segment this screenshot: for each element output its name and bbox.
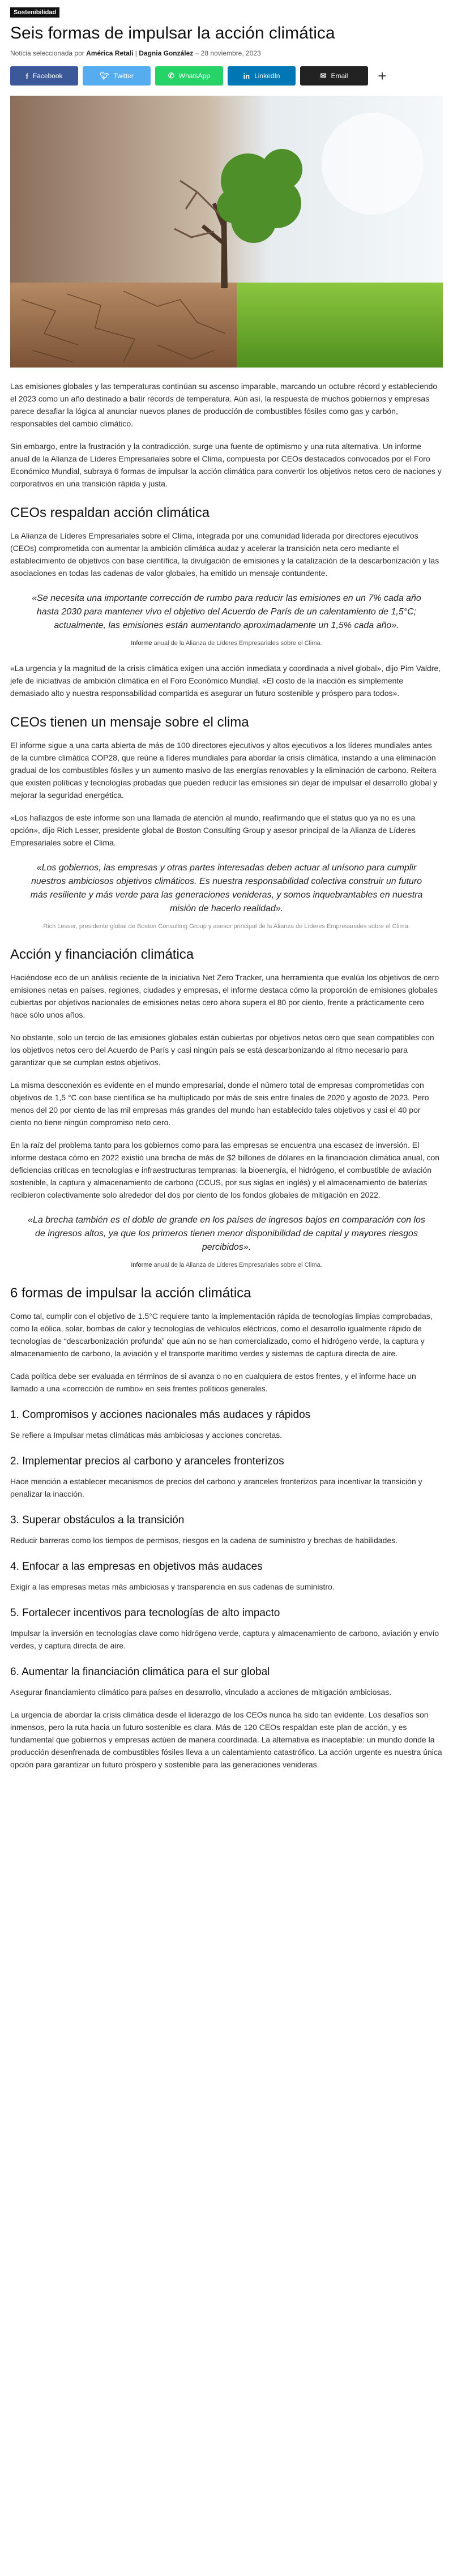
byline-author[interactable]: América Retali — [86, 49, 134, 57]
section-heading-ceos-mensaje: CEOs tienen un mensaje sobre el clima — [10, 715, 249, 730]
s3-paragraph-2: No obstante, solo un tercio de las emisiones globales están cubiertas por objetivos netos cero que sean compatibles con los objetivos netos cero del Acuerdo de París y casi ningún país se está descarbonizando al ritmo necesario para garantizar que se cumplan estos objetivos. — [10, 1033, 434, 1067]
item-text-2: Hace mención a establecer mecanismos de precios del carbono y aranceles fronterizos para incentivar la transición y penalizar la inacción. — [10, 1477, 422, 1498]
s2-paragraph-1: El informe sigue a una carta abierta de más de 100 directores ejecutivos y altos ejecutivos a los líderes mundiales antes de la cumbre climática COP28, que reúne a líderes mundiales para abordar la crisis climática, instando a una eliminación gradual de los combustibles fósiles y un aumento masivo de las energías renovables y la eliminación de carbono. Reitera que existen políticas y tecnologías probadas que pueden reducir las emisiones sin dejar de impulsar el desarrollo global y mejorar la seguridad energética. — [10, 741, 438, 800]
item-heading-3: 3. Superar obstáculos a la transición — [10, 1514, 185, 1526]
s1-pull-quote: «Se necesita una importante corrección de rumbo para reducir las emisiones en un 7% cada año hasta 2030 para mantener vivo el objetivo del Acuerdo de París de un calentamiento de 1,5°C; actualmente, las emisiones están aumentando aproximadamente un 1,5% cada año». — [32, 593, 421, 630]
byline: Noticia seleccionada por América Retali | Dagnia González – 28 noviembre, 2023 — [10, 49, 261, 57]
s3-cite-link[interactable]: Informe — [131, 1262, 152, 1268]
intro-paragraph-1: Las emisiones globales y las temperaturas continúan su ascenso imparable, marcando un octubre récord y estableciendo el 2023 como un año destinado a batir récords de temperatura. Aún así, la respuesta de muchos gobiernos y empresas parece desafiar la lógica al anunciar nuevos planes de producción de combustibles fósiles como gas y carbón, responsables del cambio climático. — [10, 382, 438, 428]
item-text-4: Exigir a las empresas metas más ambiciosas y transparencia en sus cadenas de suministro. — [10, 1582, 335, 1591]
item-text-1: Se refiere a Impulsar metas climáticas más ambiciosas y acciones concretas. — [10, 1430, 283, 1439]
share-email-button[interactable] — [300, 66, 368, 86]
share-whatsapp-button[interactable] — [155, 66, 223, 86]
article-title: Seis formas de impulsar la acción climática — [10, 24, 335, 42]
share-twitter-label: Twitter — [113, 72, 134, 80]
item-heading-5: 5. Fortalecer incentivos para tecnologías de alto impacto — [10, 1607, 280, 1619]
item-heading-1: 1. Compromisos y acciones nacionales más audaces y rápidos — [10, 1409, 311, 1421]
s3-paragraph-4: En la raíz del problema tanto para los gobiernos como para las empresas se encuentra una escasez de inversión. El informe destaca cómo en 2022 existió una brecha de más de $2 billones de dólares en la financiación climática anual, con deficiencias críticas en tecnologías e infraestructuras tempranas: la bioenergía, el hidrógeno, el combustible de aviación sostenible, la captura y almacenamiento de carbono (CCUS, por sus siglas en inglés) y el almacenamiento de baterías recibieron colectivamente solo alrededor del dos por ciento de los fondos globales de mitigación en 2022. — [10, 1140, 440, 1199]
linkedin-icon: in — [243, 71, 250, 80]
s1-cite-link[interactable]: Informe — [131, 640, 152, 647]
s2-pull-quote: «Los gobiernos, las empresas y otras partes interesadas deben actuar al unísono para cumplir nuestros ambiciosos objetivos climáticos. Es nuestra responsabilidad colectiva construir un futuro más resiliente y más verde para las generaciones venideras, y somos inquebrantables en nuestra misión de hacerlo realidad». — [30, 863, 423, 913]
share-twitter-button[interactable] — [83, 66, 151, 86]
section-heading-ceos-respaldan: CEOs respaldan acción climática — [10, 505, 210, 520]
s1-quote-citation — [10, 638, 443, 648]
s1-paragraph-1: La Alianza de Líderes Empresariales sobre el Clima, integrada por una comunidad liderada por directores ejecutivos (CEOs) comprometida con aumentar la ambición climática audaz y acelerar la transición neta cero mediante el establecimiento de objetivos con base científica, la divulgación de emisiones y la catalización de la descarbonización y las asociaciones en todas las cadenas de valor globales, ha emitido un mensaje contundente. — [10, 531, 439, 578]
byline-prefix: Noticia seleccionada por — [10, 49, 84, 57]
s1-paragraph-2: «La urgencia y la magnitud de la crisis climática exigen una acción inmediata y coordinada a nivel global», dijo Pim Valdre, jefe de iniciativas de ambición climática en el Foro Económico Mundial. «El costo de la inacción es simplemente demasiado alto y nuestra responsabilidad compartida es asegurar un futuro sostenible y próspero para todos». — [10, 664, 441, 698]
item-text-3: Reducir barreras como los tiempos de permisos, riesgos en la cadena de suministro y brechas de habilidades. — [10, 1536, 398, 1545]
share-bar — [10, 66, 443, 86]
s1-cite-rest: anual de la Alianza de Líderes Empresariales sobre el Clima. — [153, 640, 322, 647]
email-icon: ✉ — [320, 71, 327, 80]
share-linkedin-button[interactable] — [228, 66, 296, 86]
share-more-icon[interactable]: + — [378, 67, 387, 84]
item-text-6: Asegurar financiamiento climático para países en desarrollo, vinculado a acciones de mitigación ambiciosas. — [10, 1688, 392, 1697]
share-facebook-button[interactable] — [10, 66, 78, 86]
item-text-5: Impulsar la inversión en tecnologías clave como hidrógeno verde, captura y almacenamiento de carbono, aviación y envío verdes, y captura directa de aire. — [10, 1629, 439, 1650]
twitter-icon: 🐦︎ — [100, 71, 109, 80]
s4-paragraph-2: Cada política debe ser evaluada en términos de si avanza o no en cualquiera de estos frentes, y el informe hace un llamado a una «corrección de rumbo» en seis frentes políticos generales. — [10, 1372, 416, 1393]
article — [10, 0, 443, 1804]
facebook-icon: f — [25, 71, 28, 80]
closing-paragraph: La urgencia de abordar la crisis climática desde el liderazgo de los CEOs nunca ha sido tan evidente. Los desafíos son inmensos, pero la ruta hacia un futuro sostenible es clara. Más de 120 CEOs respaldan este plan de acción, y es fundamental que gobiernos y empresas actúen de manera coordinada. La alternativa es inaceptable: un mundo donde la producción desenfrenada de combustibles fósiles lleva a un calentamiento catastrófico. La acción urgente es nuestra única opción para garantizar un futuro próspero y sostenible para las generaciones venideras. — [10, 1710, 442, 1769]
share-linkedin-label: LinkedIn — [254, 72, 280, 80]
intro-paragraph-2: Sin embargo, entre la frustración y la contradicción, surge una fuente de optimismo y una ruta alternativa. Un informe anual de la Alianza de Líderes Empresariales sobre el Clima, compuesta por CEOs destacados convocados por el Foro Económico Mundial, subraya 6 formas de impulsar la acción climática para convertir los objetivos netos cero de naciones y corporativos en una transición rápida y justa. — [10, 442, 442, 488]
s3-cite-rest: anual de la Alianza de Líderes Empresariales sobre el Clima. — [153, 1262, 322, 1268]
hero-image — [10, 96, 443, 368]
category-tag[interactable]: Sostenibilidad — [10, 7, 59, 18]
share-whatsapp-label: WhatsApp — [178, 72, 211, 80]
item-heading-2: 2. Implementar precios al carbono y aranceles fronterizos — [10, 1455, 284, 1467]
s4-paragraph-1: Como tal, cumplir con el objetivo de 1.5°C requiere tanto la implementación rápida de tecnologías limpias comprobadas, como la eólica, solar, bombas de calor y tecnologías de vehículos eléctricos, como el desarrollo igualmente rápido de tecnologías de “descarbonización profunda” que aún no se han comercializado, como el hidrógeno verde, la captura y almacenamiento de carbono, la aviación y el transporte marítimo verdes y sistemas de captura directa de aire. — [10, 1312, 433, 1358]
s3-pull-quote: «La brecha también es el doble de grande en los países de ingresos bajos en comparación con los de ingresos altos, ya que los primeros tienen menor disponibilidad de capital y mayores riesgos percibidos». — [28, 1215, 425, 1252]
share-facebook-label: Facebook — [32, 72, 63, 80]
section-heading-accion-financiacion: Acción y financiación climática — [10, 947, 194, 962]
whatsapp-icon: ✆ — [168, 71, 174, 80]
section-heading-6-formas: 6 formas de impulsar la acción climática — [10, 1285, 251, 1301]
s3-quote-citation — [10, 1260, 443, 1270]
item-heading-6: 6. Aumentar la financiación climática para el sur global — [10, 1666, 270, 1678]
item-heading-4: 4. Enfocar a las empresas en objetivos más audaces — [10, 1561, 263, 1573]
byline-date: – 28 noviembre, 2023 — [195, 49, 261, 57]
s3-paragraph-1: Haciéndose eco de un análisis reciente de la iniciativa Net Zero Tracker, una herramienta que evalúa los objetivos de cero emisiones netas en países, regiones, ciudades y empresas, el informe destaca cómo la proporción de emisiones globales cubiertas por objetivos nacionales de emisiones netas cero ahora supera el 80 por ciento, frente a prácticamente cero hace sólo unos años. — [10, 973, 439, 1019]
s2-quote-citation: Rich Lesser, presidente global de Boston Consulting Group y asesor principal de la Alianza de Líderes Empresariales sobre el Clima. — [43, 923, 410, 930]
s3-paragraph-3: La misma desconexión es evidente en el mundo empresarial, donde el número total de empresas comprometidas con objetivos de 1,5 °C con base científica se ha multiplicado por más de seis entre finales de 2020 y agosto de 2023. Pero menos del 20 por ciento de las mil empresas más grandes del mundo han establecido tales objetivos y casi el 40 por ciento no tiene ningún compromiso neto cero. — [10, 1080, 429, 1127]
byline-editor[interactable]: Dagnia González — [139, 49, 194, 57]
s2-paragraph-2: «Los hallazgos de este informe son una llamada de atención al mundo, reafirmando que el status quo ya no es una opción», dijo Rich Lesser, presidente global de Boston Consulting Group y asesor principal de la Alianza de Líderes Empresariales sobre el Clima. — [10, 813, 416, 847]
share-email-label: Email — [331, 72, 348, 80]
